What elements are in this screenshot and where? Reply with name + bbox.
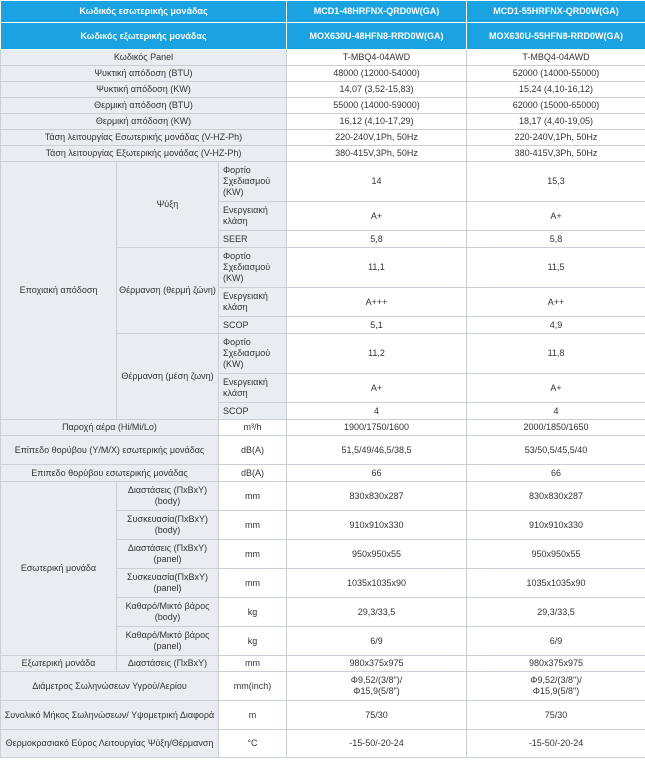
design-load-label: Φορτίο Σχεδιασμού (KW): [219, 334, 287, 374]
value-model2: 220-240V,1Ph, 50Hz: [467, 130, 645, 146]
row-label: Επίπεδο θορύβου (Υ/Μ/Χ) εσωτερικής μονάδας: [1, 436, 219, 465]
row-label: Τάση λειτουργίας Εσωτερικής μονάδας (V-HZ-Ph): [1, 130, 287, 146]
model1-outdoor-code: MOX630U-48HFN8-RRD0W(GA): [287, 23, 467, 50]
row-label: Διάμετρος Σωληνώσεων Υγρού/Αερίου: [1, 672, 219, 701]
spec-row: [1, 146, 645, 162]
row-label: Συσκευασία(ΠxΒxΥ) (body): [117, 511, 219, 540]
value-model2: 11,5: [467, 248, 645, 288]
value-model2: [467, 672, 645, 701]
value-model2: 11,8: [467, 334, 645, 374]
value-line: Φ15,9(5/8"): [353, 686, 400, 696]
value-model2: 15,3: [467, 162, 645, 202]
value-model1: 14: [287, 162, 467, 202]
row-label: Ψυκτική απόδοση (KW): [1, 82, 287, 98]
unit-cell: mm: [219, 569, 287, 598]
airflow-row: [1, 420, 645, 436]
row-label: Καθαρό/Μικτό βάρος (body): [117, 598, 219, 627]
unit-cell: mm: [219, 656, 287, 672]
value-line: Φ15,9(5/8"): [532, 686, 580, 696]
temp-range-row: [1, 730, 645, 758]
value-model2: 75/30: [467, 701, 645, 730]
value-model1: 5,8: [287, 231, 467, 248]
row-label: Διαστάσεις (ΠxΒxΥ) (panel): [117, 540, 219, 569]
value-model2: 4: [467, 403, 645, 420]
value-model1: 950x950x55: [287, 540, 467, 569]
value-model1: 220-240V,1Ph, 50Hz: [287, 130, 467, 146]
value-model2: 29,3/33,5: [467, 598, 645, 627]
seasonal-row: [1, 162, 645, 202]
seer-label: SEER: [219, 231, 287, 248]
value-model2: 2000/1850/1650: [467, 420, 645, 436]
value-model1: 1035x1035x90: [287, 569, 467, 598]
spec-row: [1, 82, 645, 98]
unit-cell: m³/h: [219, 420, 287, 436]
spec-row: [1, 114, 645, 130]
row-label: Επιπεδο θορύβου εσωτερικής μονάδας: [1, 465, 219, 482]
value-model2: A+: [467, 374, 645, 403]
value-model1: 16,12 (4,10-17,29): [287, 114, 467, 130]
value-model2: 830x830x287: [467, 482, 645, 511]
outdoor-unit-row: [1, 656, 645, 672]
heating-avg-label: Θέρμανση (μέση ζωνη): [117, 334, 219, 420]
value-model1: 48000 (12000-54000): [287, 66, 467, 82]
pipe-length-row: [1, 701, 645, 730]
row-label: Διαστάσεις (ΠxΒxΥ): [117, 656, 219, 672]
value-model1: A+: [287, 374, 467, 403]
row-label: Ψυκτική απόδοση (BTU): [1, 66, 287, 82]
value-model2: 380-415V,3Ph, 50Hz: [467, 146, 645, 162]
energy-class-label: Ενεργειακή κλάση: [219, 202, 287, 231]
noise-indoor-row: [1, 465, 645, 482]
value-model1: 66: [287, 465, 467, 482]
value-model1: 14,07 (3,52-15,83): [287, 82, 467, 98]
row-label: Θερμική απόδοση (BTU): [1, 98, 287, 114]
value-model1: -15-50/-20-24: [287, 730, 467, 758]
value-model2: 62000 (15000-65000): [467, 98, 645, 114]
spec-row: [1, 50, 645, 66]
scop-label: SCOP: [219, 317, 287, 334]
energy-class-label: Ενεργειακή κλάση: [219, 288, 287, 317]
value-model2: 980x375x975: [467, 656, 645, 672]
value-model1: 11,1: [287, 248, 467, 288]
value-model2: A++: [467, 288, 645, 317]
value-model2: 6/9: [467, 627, 645, 656]
model2-indoor-code: MCD1-55HRFNX-QRD0W(GA): [467, 1, 645, 23]
indoor-code-label: Κωδικός εσωτερικής μονάδας: [1, 1, 287, 23]
value-model1: 51,5/49/46,5/38,5: [287, 436, 467, 465]
value-model1: A+++: [287, 288, 467, 317]
unit-cell: °C: [219, 730, 287, 758]
value-model1: 910x910x330: [287, 511, 467, 540]
unit-cell: dB(A): [219, 465, 287, 482]
value-model2: 5,8: [467, 231, 645, 248]
row-label: Καθαρό/Μικτό βάρος (panel): [117, 627, 219, 656]
value-model2: 1035x1035x90: [467, 569, 645, 598]
value-model2: 52000 (14000-55000): [467, 66, 645, 82]
unit-cell: kg: [219, 627, 287, 656]
model1-indoor-code: MCD1-48HRFNX-QRD0W(GA): [287, 1, 467, 23]
scop-label: SCOP: [219, 403, 287, 420]
unit-cell: mm: [219, 511, 287, 540]
noise-levels-row: [1, 436, 645, 465]
indoor-unit-row: [1, 482, 645, 511]
indoor-unit-label: Εσωτερική μονάδα: [1, 482, 117, 656]
unit-cell: mm(inch): [219, 672, 287, 701]
value-model2: 4,9: [467, 317, 645, 334]
heating-warm-label: Θέρμανση (θερμή ζώνη): [117, 248, 219, 334]
value-model1: 29,3/33,5: [287, 598, 467, 627]
row-label: Κωδικός Panel: [1, 50, 287, 66]
energy-class-label: Ενεργειακή κλάση: [219, 374, 287, 403]
unit-cell: kg: [219, 598, 287, 627]
design-load-label: Φορτίο Σχεδιασμού (KW): [219, 162, 287, 202]
value-model2: 53/50,5/45,5/40: [467, 436, 645, 465]
value-model1: 1900/1750/1600: [287, 420, 467, 436]
value-model1: 5,1: [287, 317, 467, 334]
outdoor-code-label: Κωδικός εξωτερικής μονάδας: [1, 23, 287, 50]
value-model1: 380-415V,3Ph, 50Hz: [287, 146, 467, 162]
value-model2: 910x910x330: [467, 511, 645, 540]
unit-cell: m: [219, 701, 287, 730]
seasonal-label: Εποχιακή απόδοση: [1, 162, 117, 420]
row-label: Συσκευασία(ΠxΒxΥ) (panel): [117, 569, 219, 598]
value-line: Φ9,52/(3/8")/: [350, 675, 403, 686]
header-row-outdoor: [1, 23, 645, 50]
unit-cell: mm: [219, 482, 287, 511]
row-label: Συνολικό Μήκος Σωληνώσεων/ Υψομετρική Διαφορά: [1, 701, 219, 730]
value-model2: A+: [467, 202, 645, 231]
unit-cell: mm: [219, 540, 287, 569]
row-label: Τάση λειτουργίας Εξωτερικής μονάδας (V-HZ-Ph): [1, 146, 287, 162]
design-load-label: Φορτίο Σχεδιασμού (KW): [219, 248, 287, 288]
value-model1: 75/30: [287, 701, 467, 730]
value-model2: 950x950x55: [467, 540, 645, 569]
outdoor-unit-label: Εξωτερική μονάδα: [1, 656, 117, 672]
pipes-row: [1, 672, 645, 701]
value-model2: 66: [467, 465, 645, 482]
value-model1: [287, 672, 467, 701]
value-model1: 4: [287, 403, 467, 420]
value-model1: 6/9: [287, 627, 467, 656]
value-model1: 55000 (14000-59000): [287, 98, 467, 114]
value-model2: -15-50/-20-24: [467, 730, 645, 758]
model2-outdoor-code: MOX630U-55HFN8-RRD0W(GA): [467, 23, 645, 50]
value-model1: 830x830x287: [287, 482, 467, 511]
value-model1: A+: [287, 202, 467, 231]
row-label: Θερμοκρασιακό Εύρος Λειτουργίας Ψύξη/Θέρμανση: [1, 730, 219, 758]
value-model1: 980x375x975: [287, 656, 467, 672]
unit-cell: dB(A): [219, 436, 287, 465]
value-model2: 18,17 (4,40-19,05): [467, 114, 645, 130]
row-label: Διαστάσεις (ΠxΒxΥ) (body): [117, 482, 219, 511]
header-row-indoor: [1, 1, 645, 23]
value-model1: 11,2: [287, 334, 467, 374]
cooling-label: Ψύξη: [117, 162, 219, 248]
value-model2: 15,24 (4,10-16,12): [467, 82, 645, 98]
value-model2: T-MBQ4-04AWD: [467, 50, 645, 66]
spec-row: [1, 66, 645, 82]
spec-row: [1, 130, 645, 146]
value-line: Φ9,52/(3/8")/: [530, 675, 582, 686]
spec-row: [1, 98, 645, 114]
row-label: Θερμική απόδοση (KW): [1, 114, 287, 130]
row-label: Παροχή αέρα (Hi/Mi/Lo): [1, 420, 219, 436]
value-model1: T-MBQ4-04AWD: [287, 50, 467, 66]
